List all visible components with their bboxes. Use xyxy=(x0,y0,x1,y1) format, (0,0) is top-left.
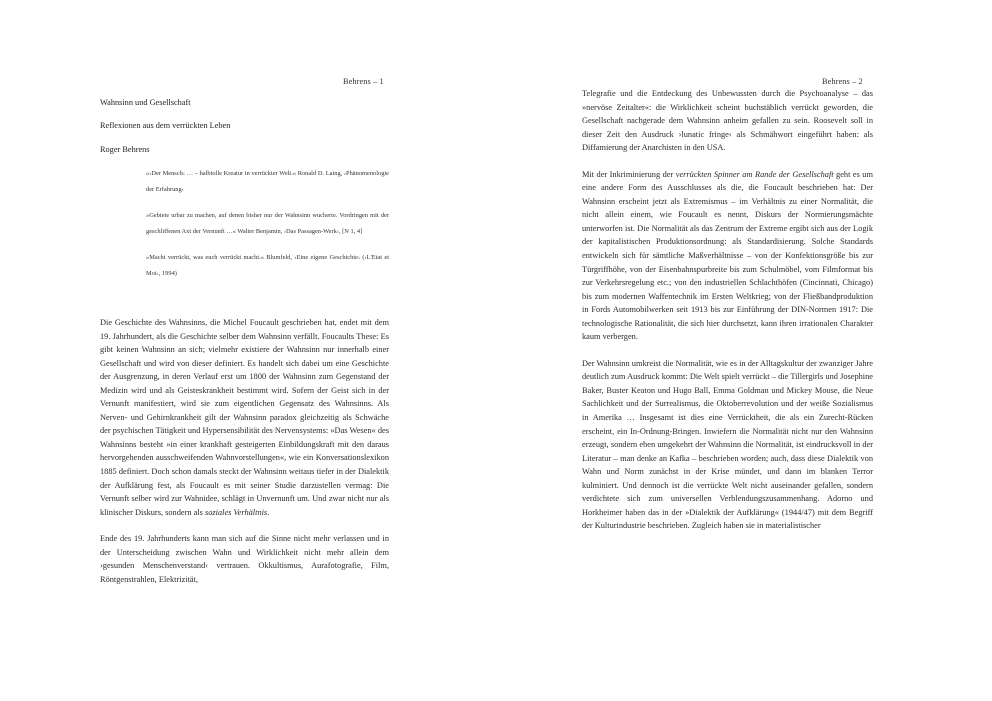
emphasis-text: verrückten Spinner am Rande der Gesellschaft xyxy=(675,169,834,179)
paragraph: Ende des 19. Jahrhunderts kann man sich auf die Sinne nicht mehr verlassen und in der Unterscheidung zwischen Wahn und Wirklichkeit nicht mehr allein dem ›gesunden Menschenverstand‹ vertrauen. Okkultismus, Aurafotografie, Film, Röntgenstrahlen, Elektrizität, xyxy=(100,534,389,584)
document-author: Roger Behrens xyxy=(100,145,150,154)
paragraph: Der Wahnsinn umkreist die Normalität, wie es in der Alltagskultur der zwanziger Jahre deutlich zum Ausdruck kommt: Die Welt spielt verrückt – die Tillergirls und Josephine Baker, Buster Keaton und Hugo Ball, Emma Goldman und Mickey Mouse, die Neue Sachlichkeit und der Surrealismus, die Oktoberrevolution und der weiße Sozialismus in Amerika … Insgesamt ist dies eine Verrücktheit, die als ein Zurecht-Rücken erscheint, ein In-Ordnung-Bringen. Inwiefern die Normalität nicht nur den Wahnsinn erzeugt, sondern eben umgekehrt der Wahnsinn die Normalität, ist eindrucksvoll in der Literatur – man denke an Kafka – beschrieben worden; auch, dass diese Dialektik von Wahn und Norm zunächst in der Krise mündet, und dann im blanken Terror kulminiert. Und dennoch ist die verrückte Welt nicht auseinander gefallen, sondern verdichtete sich zum universellen Verblendungszusammenhang. Adorno und Horkheimer haben das in der »Dialektik der Aufklärung« (1944/47) mit dem Begriff der Kulturindustrie beschrieben. Zugleich haben sie in materialistischer xyxy=(582,358,873,531)
emphasis-text: soziales Verhältnis xyxy=(204,507,268,517)
paragraph xyxy=(582,168,873,344)
page-header: Behrens – 1 xyxy=(343,77,384,86)
epigraph: »Gebiete urbar zu machen, auf denen bisher nur der Wahnsinn wucherte. Vordringen mit der geschliffenen Axt der Vernunft …« Walter Benjamin, ›Das Passagen-Werk‹, [N 1, 4] xyxy=(146,212,389,235)
paragraph-text: . xyxy=(267,507,270,517)
epigraph: »Macht verrückt, was euch verrückt macht.« Blumfeld, ›Eine eigene Geschichte‹ (›L'Etat et Moi‹, 1994) xyxy=(146,254,389,277)
paragraph: Telegrafie und die Entdeckung des Unbewussten durch die Psychoanalyse – das »nervöse Zeitalter«: die Wirklichkeit scheint buchstäblich verrückt geworden, die Gesellschaft nachgerade dem Wahnsinn anheim gefallen zu sein. Roosevelt soll in dieser Zeit den Ausdruck ›lunatic fringe‹ als Schmähwort eingeführt haben: als Diffamierung der Anarchisten in den USA. xyxy=(582,89,873,153)
paragraph xyxy=(100,316,389,519)
epigraph-block xyxy=(146,166,389,292)
page-right xyxy=(496,0,992,701)
body-text xyxy=(100,316,389,599)
paragraph-text: Mit der Inkriminierung der xyxy=(582,169,676,179)
epigraph: »›Der Mensch‹ … – halbtolle Kreatur in verrückter Welt.« Ronald D. Laing, ›Phänomenologie der Erfahrung‹ xyxy=(146,170,389,193)
paragraph-text: Die Geschichte des Wahnsinns, die Michel Foucault geschrieben hat, endet mit dem 19. Jahrhundert, als die Geschichte selber dem Wahnsinn verfällt. Foucaults These: Es gibt keinen Wahnsinn an sich; vielmehr existiere der Wahnsinn nur innerhalb einer Gesellschaft und wird von dieser definiert. Es handelt sich dabei um eine Geschichte der Ausgrenzung, in deren Verlauf erst um 1800 der Wahnsinn zum Gegenstand der Medizin wird und als Geisteskrankheit bestimmt wird. Sofern der Geist sich in der Vernunft manifestiert, wird sie zum eigentlichen Gegensatz des Wahnsinns. Als Nerven- und Gehirnkrankheit gilt der Wahnsinn paradox gleichzeitig als Schwäche der psychischen Tätigkeit und Hypersensibilität des Nervensystems: »Das Wesen« des Wahnsinns besteht »in einer krankhaft gesteigerten Einbildungskraft mit den daraus hervorgehenden ausschweifenden Wahnvorstellungen«, wie ein Konversationslexikon 1885 definiert. Doch schon damals steckt der Wahnsinn weitaus tiefer in der Dialektik der Aufklärung fest, als Foucault es mit seiner Studie darzustellen vermag: Die Vernunft selber wird zur Wahnidee, schlägt in Unvernunft um. Und zwar nicht nur als klinischer Diskurs, sondern als xyxy=(100,318,389,517)
document-title: Wahnsinn und Gesellschaft xyxy=(100,98,191,107)
body-text xyxy=(582,87,873,546)
document-subtitle: Reflexionen aus dem verrückten Leben xyxy=(100,121,231,130)
page-header: Behrens – 2 xyxy=(822,77,863,86)
paragraph-text: geht es um eine andere Form des Ausschlusses als die, die Foucault beschrieben hat: Der Wahnsinn erscheint jetzt als Extremismus – im Verhältnis zu einer Normalität, die nicht allein einem, wie Foucault es nennt, Diskurs der Normierungsmächte unterworfen ist. Die Normalität als das Zentrum der Extreme ergibt sich aus der Logik der kapitalistischen Produktionsordnung: als Standardisierung. Solche Standards entwickeln sich für sämtliche Maßverhältnisse – von der Konfektionsgröße bis zur Türgriffhöhe, von der Eisenbahnspurbreite bis zum Schulmöbel, vom Filmformat bis zur Verkehrsregelung etc.; von den industriellen Schlachthöfen (Cincinnati, Chicago) bis zum modernen Waffentechnik im Ersten Weltkrieg; von der Fließbandproduktion in Fords Automobilwerken seit 1913 bis zur Einführung der DIN-Normen 1917: Die technologische Rationalität, die sich hier durchsetzt, kann ihren irrationalen Charakter kaum verbergen. xyxy=(582,169,873,342)
